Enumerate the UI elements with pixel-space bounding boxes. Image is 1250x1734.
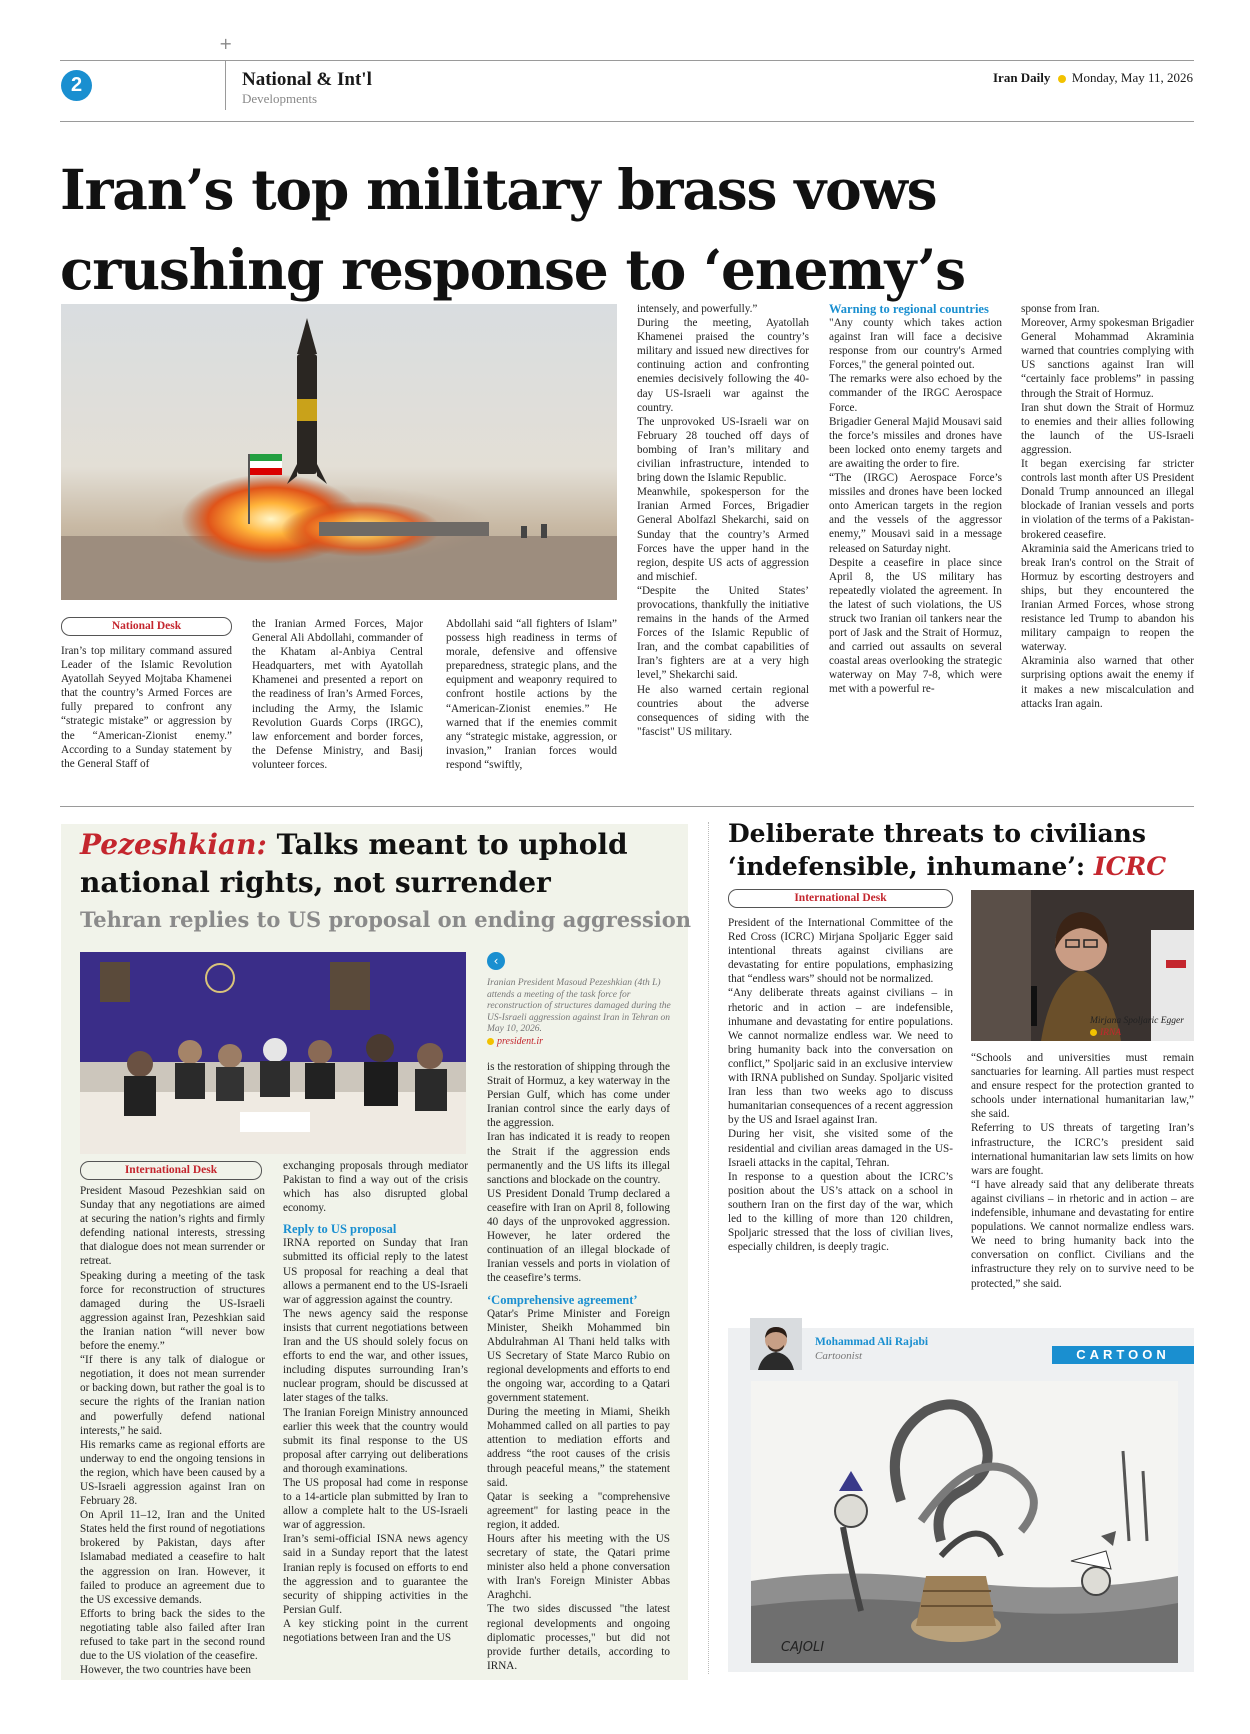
pezeshkian-col3-para: Qatar's Prime Minister and Foreign Minister, Sheikh Mohammed bin Abdulrahman Al Thani held talks with US Secretary of State Marco Rubio on regional developments and efforts to end the ongoing war, according to a Qatari government statement.: [487, 1307, 670, 1405]
lead-col6-para: Iran shut down the Strait of Hormuz to enemies and their allies following the launch of the US-Israeli aggression.: [1021, 401, 1194, 456]
lead-col4-para: During the meeting, Ayatollah Khamenei praised the country’s military and issued new directives for continuing action and confronting enemies decisively following the 40-day US-Israeli war against the country.: [637, 317, 809, 414]
lead-col5-para: Despite a ceasefire in place since April 8, the US military has repeatedly violated the agreement. In the latest of such violations, the US struck two Iranian oil tankers near the port of Jask and the Strait of Hormuz, and carried out assaults on several coastal areas overlooking the strategic waterway on May 7-8, which were met with a powerful re-: [829, 556, 1002, 696]
icrc-headline-b: ‘indefensible, inhumane’:: [728, 852, 1086, 881]
meeting-illustration: [80, 952, 466, 1154]
pezeshkian-col2-para: The news agency said the response insists that current negotiations between Iran and the US should solely focus on efforts to end the war, and other issues, including disputes surrounding Iran’s nuclear program, should be discussed at later stages of the talks.: [283, 1307, 468, 1405]
pezeshkian-col3-top: [487, 1060, 670, 1286]
lead-col6-para: It began exercising far stricter controls last month after US President Donald Trump announced an illegal blockade of Iranian vessels and ports in violation of the terms of a Pakistan-brokered ceasefire.: [1021, 458, 1194, 541]
paper-name: Iran Daily: [992, 70, 1051, 85]
pezeshkian-column-2: [283, 1159, 468, 1645]
header-divider: [225, 60, 226, 110]
pezeshkian-column-3: [487, 1060, 670, 1673]
lead-desk-tag: National Desk: [61, 617, 232, 636]
missile-launch-photo: [61, 304, 617, 600]
header-bottom-rule: [60, 121, 1194, 122]
icrc-col1-para: In response to a question about the ICRC’s position about the US’s attack on a school in southern Iran on the first day of the war, which led to the killing of more than 120 children, Spoljaric stressed that the loss of civilian lives, especially children, is deeply tragic.: [728, 1170, 953, 1254]
pezeshkian-col2-para: IRNA reported on Sunday that Iran submitted its official reply to the latest US proposal for reaching a deal that allows a permanent end to the US-Israeli war of aggression against the country.: [283, 1237, 468, 1306]
cartoonist-role: Cartoonist: [815, 1350, 863, 1362]
pezeshkian-headline-a: Talks meant to uphold: [276, 828, 628, 861]
lead-col5-para: “The (IRGC) Aerospace Force’s missiles and drones have been locked onto American targets in the region and the vessels of the aggressor enemy,” Mousavi said in a message released on Saturday night.: [829, 472, 1002, 555]
pezeshkian-col1-para: His remarks came as regional efforts are underway to end the ongoing tensions in the region, which have been caused by a US-Israeli aggression against Iran on February 28.: [80, 1438, 265, 1508]
pezeshkian-col1-para: On April 11–12, Iran and the United States held the first round of negotiations brokered by Pakistan, days after Islamabad mediated a ceasefire to halt the aggression on Iran. However, it failed to produce an agreement due to the US excessive demands.: [80, 1509, 265, 1606]
lead-col4-para: He also warned certain regional countries about the adverse consequences of siding with the "fascist" US military.: [637, 683, 809, 738]
comprehensive-agreement-subhead: ‘Comprehensive agreement’: [487, 1292, 638, 1307]
pezeshkian-column-1: [80, 1184, 265, 1677]
icrc-col1-para: “Any deliberate threats against civilians – in rhetoric and in action – are indefensible, inhumane and devastating for entire populations. We cannot normalize endless war. We need to bring humanity back into the conversation on conflict,” Spoljaric said in an exclusive interview with IRNA published on Sunday. Spoljaric visited Iran less than two weeks ago to discuss humanitarian consequences of a recent aggression by the US and Israel against Iran.: [728, 987, 953, 1127]
header-top-rule: [60, 60, 1194, 61]
pezeshkian-col3-para: The two sides discussed "the latest regional developments and ongoing diplomatic processes," but did not provide further details, according to IRNA.: [487, 1603, 670, 1672]
lead-col4-para: The unprovoked US-Israeli war on February 28 touched off days of bombing of Iran’s military and civilian infrastructure, intended to bring down the Islamic Republic.: [637, 415, 809, 485]
pezeshkian-headline: [80, 826, 680, 902]
lead-column-4: [637, 302, 809, 739]
pezeshkian-desk-tag: International Desk: [80, 1161, 262, 1180]
lead-bottom-rule: [60, 806, 1194, 807]
icrc-col1-para: During her visit, she visited some of the residential and civilian areas damaged in the US-Israeli attacks in the capital, Tehran.: [728, 1128, 953, 1169]
icrc-col2-para: “I have already said that any deliberate threats against civilians – in rhetoric and in action – are indefensible, inhumane and devastating for entire populations. We cannot normalize endless wars. We need to bring humanity back into the conversation on conflict. Civilians and the infrastructure they rely on to survive need to be protected,” she said.: [971, 1178, 1194, 1290]
icrc-photo-caption: Mirjana Spoljaric Egger: [1090, 1016, 1184, 1026]
section-title: National & Int'l: [242, 69, 372, 90]
separator-dot-icon: [1058, 75, 1066, 83]
cabinet-meeting-photo: [80, 952, 466, 1154]
lead-col5-para: Brigadier General Majid Mousavi said the force’s missiles and drones have been locked onto enemy targets and are awaiting the order to fire.: [829, 415, 1002, 470]
pezeshkian-col1-para: Speaking during a meeting of the task force for reconstruction of structures damaged during the US-Israeli aggression against Iran, Pezeshkian said the Iranian nation “will never bow before the enemy.”: [80, 1269, 265, 1353]
meeting-photo-caption: Iranian President Masoud Pezeshkian (4th L) attends a meeting of the task force for reconstruction of structures damaged during the US-Israeli aggression against Iran in Tehran on May 10, 2026.: [487, 978, 671, 1034]
pezeshkian-col3-para: is the restoration of shipping through the Strait of Hormuz, a key waterway in the Persian Gulf, which has come under Iranian control since the early days of the aggression.: [487, 1061, 670, 1130]
pezeshkian-col1-para: President Masoud Pezeshkian said on Sunday that any negotiations are aimed at securing the nation’s rights and firmly defending national interests, stressing that dialogue does not mean surrender or retreat.: [80, 1185, 265, 1268]
pezeshkian-col2-body: [283, 1236, 468, 1645]
icrc-headline: [728, 817, 1198, 883]
icrc-column-2: [971, 1051, 1194, 1291]
icrc-headline-line2: [728, 850, 1198, 883]
lead-headline-line2: crushing response to ‘enemy’s: [60, 237, 965, 302]
issue-date: Monday, May 11, 2026: [1071, 70, 1193, 85]
pezeshkian-col3-para: During the meeting in Miami, Sheikh Mohammed called on all parties to pay attention to mediation efforts and address “the root causes of the crisis through peaceful means,” the statement said.: [487, 1406, 670, 1489]
lead-col4-para: “Despite the United States’ provocations, thankfully the initiative remains in the hands of the Armed Forces of the Islamic Republic of Iran, and the combat capabilities of Iran’s fighters are at a very high level,” Shekarchi said.: [637, 584, 809, 682]
pezeshkian-kicker: Pezeshkian:: [80, 828, 267, 861]
lead-col5-para: "Any county which takes action against Iran will face a decisive response from our country's Armed Forces," the general pointed out.: [829, 317, 1002, 372]
lead-column-5: [829, 302, 1002, 697]
lead-column-2: the Iranian Armed Forces, Major General Ali Abdollahi, commander of the Khatam al-Anbiya Central Headquarters, met with Ayatollah Khamenei and presented a report on the readiness of Iran’s Armed Forces, including the Army, the Islamic Revolution Guards Corps (IRGC), law enforcement and border forces, the Defense Ministry, and Basij volunteer forces.: [252, 618, 423, 771]
pezeshkian-col1-para: However, the two countries have been: [80, 1664, 252, 1677]
pezeshkian-col1-para: Efforts to bring back the sides to the negotiating table also failed after Iran refused to take part in the second round due to the US violation of the ceasefire.: [80, 1607, 265, 1663]
icrc-desk-tag: International Desk: [728, 889, 953, 908]
reply-subhead: Reply to US proposal: [283, 1222, 397, 1237]
pezeshkian-col3-para: Qatar is seeking a "comprehensive agreement" for lasting peace in the region, it added.: [487, 1490, 670, 1531]
meeting-photo-credit: [487, 1036, 543, 1047]
pezeshkian-col2-para: The US proposal had come in response to a 14-article plan submitted by Iran to allow a complete halt to the US-Israeli war of aggression.: [283, 1476, 468, 1532]
lead-col6-para: Moreover, Army spokesman Brigadier General Mohammad Akraminia warned that countries complying with US sanctions against Iran will “certainly face problems” in passing through the Strait of Hormuz.: [1021, 317, 1194, 400]
pezeshkian-headline-line2: national rights, not surrender: [80, 866, 551, 899]
icrc-credit-text: IRNA: [1100, 1028, 1122, 1038]
icrc-col2-para: Referring to US threats of targeting Iran’s infrastructure, the ICRC’s president said international humanitarian law sets limits on how wars are fought.: [971, 1122, 1194, 1177]
lead-col4-para: Meanwhile, spokesperson for the Iranian Armed Forces, Brigadier General Abolfazl Shekarchi, said on Sunday that the country’s Armed Forces have the upper hand in the region, despite US acts of aggression and mischief.: [637, 486, 809, 583]
pezeshkian-col3-para: Hours after his meeting with the US secretary of state, the Qatari prime minister also held a phone conversation with Iran's Foreign Minister Abbas Araghchi.: [487, 1533, 670, 1602]
pezeshkian-headline-line1: [80, 826, 680, 864]
icrc-headline-line1: Deliberate threats to civilians: [728, 819, 1146, 848]
pezeshkian-col3-para: Iran has indicated it is ready to reopen the Strait if the aggression ends permanently and the US lifts its illegal sanctions and blockade on the country.: [487, 1131, 670, 1186]
story-separator: [708, 822, 709, 1674]
regional-warning-subhead: Warning to regional countries: [829, 302, 989, 316]
cartoon-artwork: [751, 1381, 1178, 1663]
page-number-badge: 2: [61, 70, 92, 101]
lead-col6-para: sponse from Iran.: [1021, 303, 1100, 315]
lead-headline-line1: Iran’s top military brass vows: [60, 157, 937, 222]
pezeshkian-col2-para: Iran’s semi-official ISNA news agency said in a Sunday report that the latest Iranian reply is focused on efforts to end the aggression and to guarantee the security of shipping activities in the Persian Gulf.: [283, 1533, 468, 1616]
missile-launch-illustration: [61, 304, 617, 600]
pezeshkian-subhead: Tehran replies to US proposal on ending aggression: [80, 907, 692, 932]
lead-col6-para: Akraminia said the Americans tried to break Iran's control on the Strait of Hormuz by escorting destroyers and ships, but they encountered the Iranian Armed Forces, whose strong resistance led Trump to abandon his military campaign to reopen the waterway.: [1021, 542, 1194, 654]
icrc-column-1: [728, 916, 953, 1254]
icrc-col2-para: “Schools and universities must remain sanctuaries for learning. All parties must respect and ensure respect for the protection granted to schools under international humanitarian law,” she said.: [971, 1052, 1194, 1121]
pezeshkian-col2-para: A key sticking point in the current negotiations between Iran and the US: [283, 1617, 468, 1644]
cartoon-label: CARTOON: [1052, 1346, 1194, 1364]
pezeshkian-col3-para: US President Donald Trump declared a ceasefire with Iran on April 8, following 40 days of the unprovoked aggression. However, he later ordered the continuation of an illegal blockade of Iranian vessels and ports in violation of the ceasefire’s terms.: [487, 1187, 670, 1285]
cartoonist-avatar: [750, 1318, 802, 1370]
crop-mark: +: [219, 34, 233, 53]
lead-col6-para: Akraminia also warned that other surprising options await the enemy if it makes a new miscalculation and attacks Iran again.: [1021, 655, 1194, 710]
lead-col4-para: intensely, and powerfully.”: [637, 303, 758, 315]
cartoon-signature: CAJOLI: [781, 1640, 825, 1655]
pezeshkian-col2-para: The Iranian Foreign Ministry announced earlier this week that the country would submit its final response to the US proposal after carrying out deliberations and thorough examinations.: [283, 1406, 468, 1475]
masthead: [993, 70, 1193, 86]
photo-nav-button[interactable]: [487, 952, 505, 970]
credit-dot-icon: [1090, 1029, 1097, 1036]
cartoon-illustration: [751, 1381, 1178, 1663]
chevron-left-icon: ‹: [493, 954, 499, 968]
cartoonist-name: Mohammad Ali Rajabi: [815, 1336, 929, 1348]
pezeshkian-col3-body: [487, 1307, 670, 1673]
meeting-credit-text: president.ir: [497, 1036, 544, 1047]
icrc-col1-para: President of the International Committee of the Red Cross (ICRC) Mirjana Spoljaric Egger said intentional threats against civilians are devastating for entire populations, emphasizing that “endless wars” should not be normalized.: [728, 917, 953, 986]
icrc-photo-credit: [1090, 1028, 1121, 1038]
cartoonist-portrait: [750, 1318, 802, 1370]
lead-column-6: [1021, 302, 1194, 711]
lead-col5-para: The remarks were also echoed by the commander of the IRGC Aerospace Force.: [829, 373, 1002, 414]
icrc-kicker: ICRC: [1093, 852, 1167, 881]
lead-col5-body: [829, 316, 1002, 697]
pezeshkian-col1-para: “If there is any talk of dialogue or negotiation, it does not mean surrender or backing down, but rather the goal is to secure the rights of the Iranian nation and powerfully defend national interests,” he said.: [80, 1354, 265, 1437]
section-subtitle: Developments: [242, 91, 318, 106]
lead-column-3: Abdollahi said “all fighters of Islam” possess high readiness in terms of morale, defensive and offensive preparedness, strategic plans, and the equipment and weaponry required to confront hostile actions by the “American-Zionist enemies.” He warned that if the enemies commit any “strategic mistake, aggression, or invasion,” Iranian forces would respond “swiftly,: [446, 618, 617, 771]
credit-dot-icon: [487, 1038, 494, 1045]
lead-column-1: Iran’s top military command assured Leader of the Islamic Revolution Ayatollah Seyyed Mojtaba Khamenei that the country’s Armed Forces are fully prepared to confront any “strategic mistake” or aggression by the “American-Zionist enemy.” According to a Sunday statement by the General Staff of: [61, 645, 232, 770]
pezeshkian-col2-top: exchanging proposals through mediator Pakistan to find a way out of the crisis which has also disrupted global economy.: [283, 1160, 468, 1215]
